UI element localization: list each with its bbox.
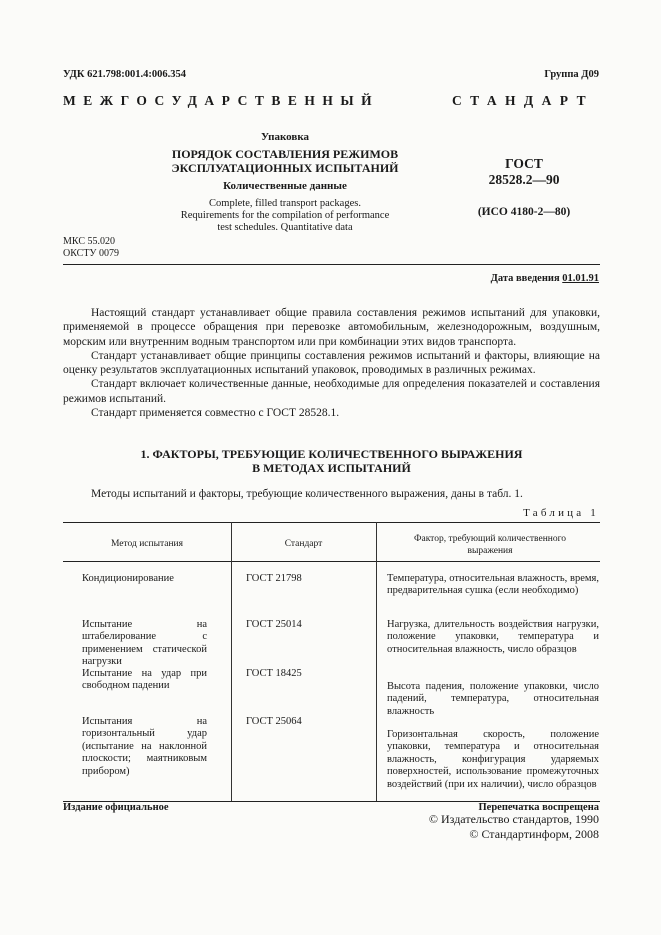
gost-designation (474, 156, 574, 188)
title-part: Количественные данные (223, 180, 347, 192)
title-main-line-1: ПОРЯДОК СОСТАВЛЕНИЯ РЕЖИМОВ (171, 147, 399, 161)
mks-code: МКС 55.020 (63, 236, 115, 247)
section-title-line-1: 1. ФАКТОРЫ, ТРЕБУЮЩИЕ КОЛИЧЕСТВЕННОГО ВЫРАЖЕНИЯ (140, 447, 523, 461)
section-title-line-2: В МЕТОДАХ ИСПЫТАНИЙ (252, 461, 411, 475)
paragraph: Стандарт включает количественные данные, необходимые для определения показателей и составления режимов испытаний. (63, 378, 600, 405)
reprint-note: Перепечатка воспрещена (478, 802, 599, 813)
okstu-code: ОКСТУ 0079 (63, 248, 120, 259)
banner-standard: СТАНДАРТ (452, 93, 594, 108)
table-cell-standard: ГОСТ 21798 (246, 573, 302, 584)
table-caption: Таблица 1 (523, 507, 599, 519)
table-cell-standard: ГОСТ 25064 (246, 716, 302, 727)
header-divider (63, 264, 600, 265)
table-cell-factor: Высота падения, положение упаковки, число падений, температура, относительная влажность (387, 681, 599, 717)
table-cell-factor: Горизонтальная скорость, положение упаковки, температура и относительная влажность, конфигурация ударяемых поверхностей, использование промежуточных воздействий (при их наличии), число образцов (387, 729, 599, 790)
paragraph: Стандарт устанавливает общие принципы составления режимов испытаний и факторы, влияющие на оценку результатов эксплуатационных испытаний упаковок, проводимых в различных режимах. (63, 349, 600, 377)
table-cell-method: Испытания на горизонтальный удар (испытание на наклонной плоскости; маятниковым прибором) (82, 716, 207, 777)
paragraph: Стандарт применяется совместно с ГОСТ 28528.1. (91, 407, 340, 420)
intro-date (491, 273, 599, 284)
title-english (130, 198, 440, 234)
group-code: Группа Д09 (544, 69, 599, 80)
banner-interstate: МЕЖГОСУДАРСТВЕННЫЙ (63, 93, 380, 108)
section-intro-text: Методы испытаний и факторы, требующие количественного выражения, даны в табл. 1. (91, 488, 523, 500)
section-intro (63, 487, 600, 501)
edition-note: Издание официальное (63, 802, 169, 813)
iso-reference: (ИСО 4180-2—80) (477, 206, 571, 218)
table-column-divider (231, 522, 232, 801)
table-header-border (63, 561, 600, 562)
title-main-line-2: ЭКСПЛУАТАЦИОННЫХ ИСПЫТАНИЙ (171, 161, 399, 175)
udk-code: УДК 621.798:001.4:006.354 (63, 69, 186, 80)
table-header-factor: Фактор, требующий количественного выражения (413, 534, 567, 556)
intro-paragraphs (63, 306, 600, 420)
section-title (63, 447, 600, 475)
paragraph: Настоящий стандарт устанавливает общие правила составления режимов испытаний для упаковки, применяемой в процессе обращения при перевозке автомобильным, железнодорожным, воздушным, морским или внутренним водным транспортом или при комбинации этих видов транспорта. (63, 307, 600, 348)
classification-codes (63, 236, 119, 260)
table-cell-method: Испытание на штабелирование с применением статической нагрузки (82, 619, 207, 668)
table-header-method: Метод испытания (110, 539, 184, 549)
title-english-line-3: test schedules. Quantitative data (217, 222, 353, 233)
copyright-block (429, 812, 599, 842)
table-cell-standard: ГОСТ 25014 (246, 619, 302, 630)
table-cell-factor: Нагрузка, длительность воздействия нагрузки, положение упаковки, температура и относительная влажность, число образцов (387, 619, 599, 655)
title-english-line-2: Requirements for the compilation of performance (180, 210, 390, 221)
gost-number: 28528.2—90 (488, 172, 560, 187)
table-cell-method: Испытание на удар при свободном падении (82, 668, 207, 692)
title-english-line-1: Complete, filled transport packages. (209, 198, 361, 209)
intro-date-label: Дата введения (490, 273, 560, 284)
table-cell-standard: ГОСТ 18425 (246, 668, 302, 679)
table-column-divider (376, 522, 377, 801)
copyright-line: © Стандартинформ, 2008 (469, 827, 599, 841)
table-top-border (63, 522, 600, 523)
gost-label: ГОСТ (505, 156, 543, 171)
table-cell-method: Кондиционирование (82, 573, 174, 584)
copyright-line: © Издательство стандартов, 1990 (428, 812, 599, 826)
title-main (130, 147, 440, 175)
table-cell-factor: Температура, относительная влажность, время, предварительная сушка (если необходимо) (387, 573, 599, 597)
table-header-standard: Стандарт (284, 539, 323, 549)
intro-date-value: 01.01.91 (562, 273, 599, 284)
title-subject: Упаковка (260, 131, 310, 143)
